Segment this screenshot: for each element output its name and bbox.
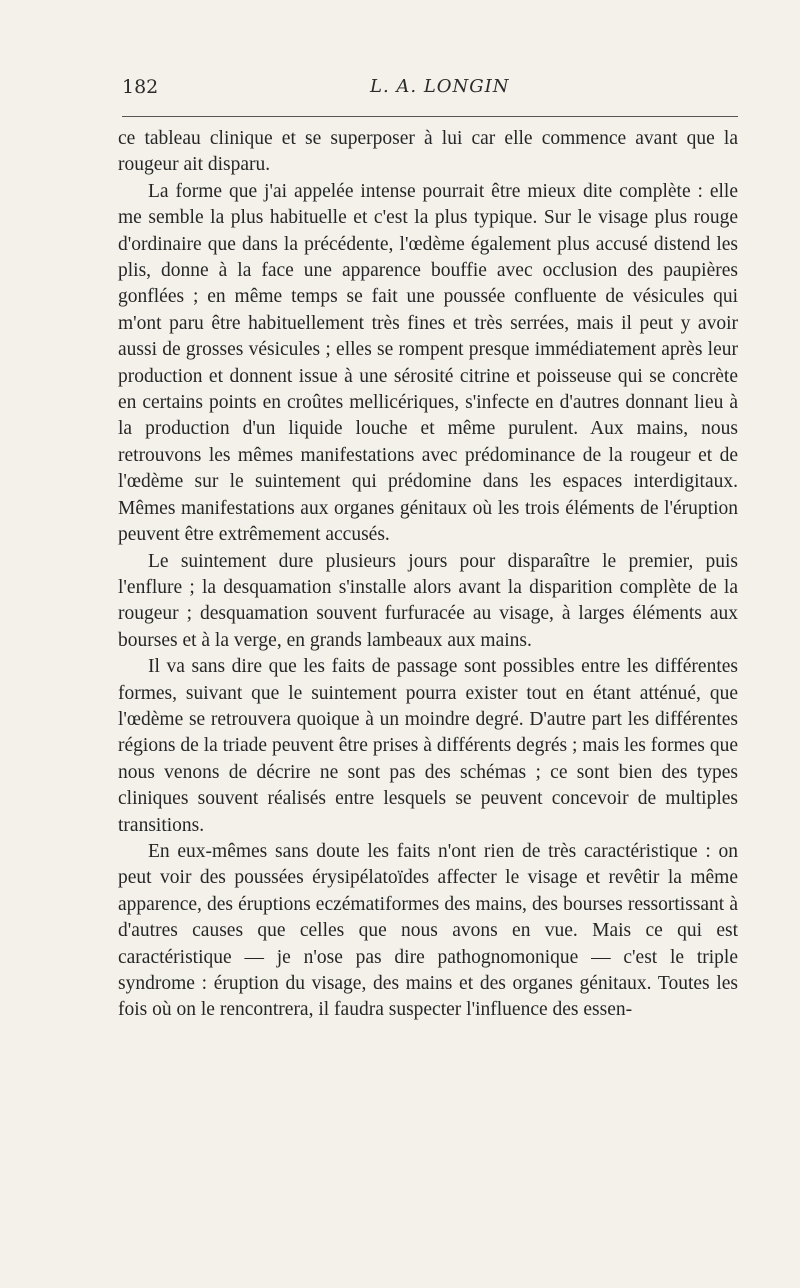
page-number: 182 [122, 76, 159, 98]
running-head: L. A. LONGIN [370, 76, 510, 97]
paragraph-continued: ce tableau clinique et se superposer à lui car elle commence avant que la rougeur ait disparu. [118, 128, 738, 176]
paragraph: En eux-mêmes sans doute les faits n'ont rien de très caractéristique : on peut voir des poussées érysipélatoïdes affecter le visage et revêtir la même apparence, des éruptions eczématiformes des mains, des bourses ressortissant à d'autres causes que celles que nous avons en vue. Mais ce qui est caractéristique — je n'ose pas dire pathognomonique — c'est le triple syndrome : éruption du visage, des mains et des organes génitaux. Toutes les fois où on le rencontrera, il faudra suspecter l'influence des essen- [118, 840, 738, 1021]
paragraph: La forme que j'ai appelée intense pourrait être mieux dite complète : elle me semble la plus habituelle et c'est la plus typique. Sur le visage plus rouge d'ordinaire que dans la précédente, l'œdème également plus accusé distend les plis, donne à la face une apparence bouffie avec occlusion des paupières gonflées ; en même temps se fait une poussée confluente de vésicules qui m'ont paru être habituellement très fines et très serrées, mais il peut y avoir aussi de grosses vésicules ; elles se rompent presque immédiatement après leur production et donnent issue à une sérosité citrine et poisseuse qui se concrète en certains points en croûtes mellicériques, s'infecte en d'autres donnant lieu à la production d'un liquide louche et même purulent. Aux mains, nous retrouvons les mêmes manifestations avec prédominance de la rougeur et de l'œdème sur le suintement qui prédomine dans les espaces interdigitaux. Mêmes manifestations aux organes génitaux où les trois éléments de l'éruption peuvent être extrêmement accusés. [118, 180, 738, 546]
paragraph: Il va sans dire que les faits de passage sont possibles entre les différentes formes, suivant que le suintement pourra exister tout en étant atténué, que l'œdème se retrouvera quoique à un moindre degré. D'autre part les différentes régions de la triade peuvent être prises à différents degrés ; mais les formes que nous venons de décrire ne sont pas des schémas ; ce sont bien des types cliniques souvent réalisés entre lesquels se peuvent concevoir de multiples transitions. [118, 656, 738, 836]
paragraph: Le suintement dure plusieurs jours pour disparaître le premier, puis l'enflure ; la desquamation s'installe alors avant la disparition complète de la rougeur ; desquamation souvent furfuracée au visage, à larges éléments aux bourses et à la verge, en grands lambeaux aux mains. [118, 550, 738, 651]
header-rule [122, 116, 738, 117]
page-header [122, 76, 738, 104]
body-text [118, 126, 738, 1024]
